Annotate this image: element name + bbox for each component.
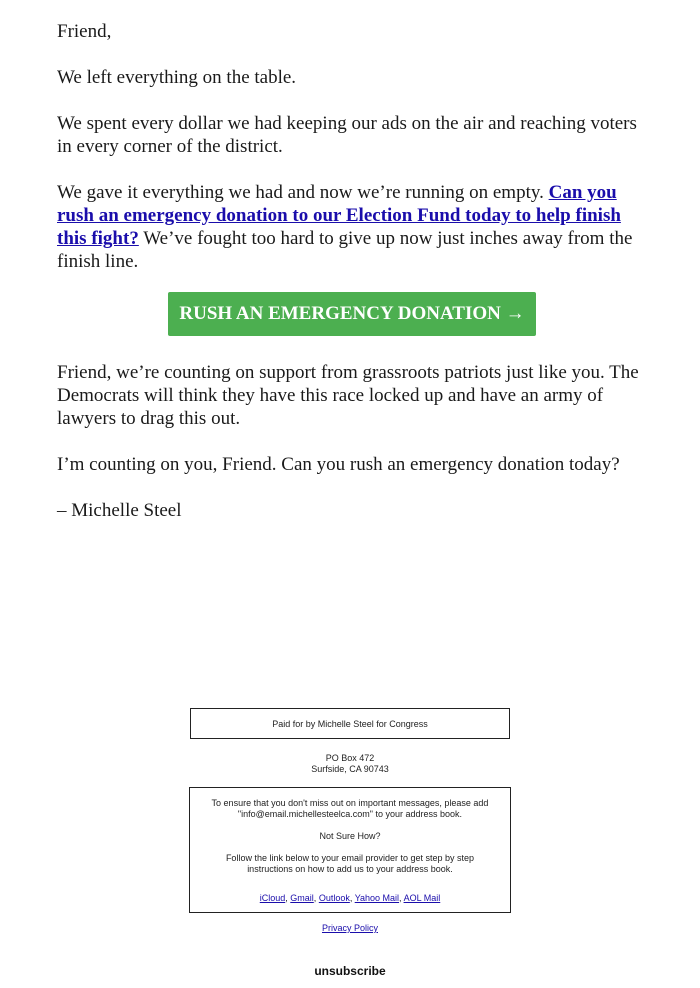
address-book-notice: To ensure that you don't miss out on important messages, please add "info@email.michellesteelca.com" to your address book. <box>211 798 489 819</box>
not-sure-heading: Not Sure How? <box>319 831 381 841</box>
cta-container <box>57 292 647 336</box>
address-line-2: Surfside, CA 90743 <box>311 764 389 774</box>
paragraph-3-outro: We’ve fought too hard to give up now just inches away from the finish line. <box>57 228 633 272</box>
paragraph-3 <box>57 181 647 273</box>
email-body <box>57 20 647 545</box>
address-line-1: PO Box 472 <box>325 753 375 763</box>
donation-link[interactable]: Can you rush an emergency donation to our Election Fund today to help finish this fight? <box>57 182 621 249</box>
address-book-box <box>189 787 511 913</box>
paragraph-5: I’m counting on you, Friend. Can you rush an emergency donation today? <box>57 454 620 475</box>
gmail-link[interactable]: Gmail <box>290 893 314 903</box>
privacy-policy-link[interactable]: Privacy Policy <box>321 923 378 933</box>
privacy-container <box>0 923 700 933</box>
emergency-donation-button[interactable]: RUSH AN EMERGENCY DONATION → <box>168 292 535 336</box>
paragraph-2: We spent every dollar we had keeping our ads on the air and reaching voters in every corner of the district. <box>57 113 637 157</box>
greeting: Friend, <box>57 21 112 42</box>
outlook-link[interactable]: Outlook <box>318 893 350 903</box>
instructions-text: Follow the link below to your email provider to get step by step instructions on how to add us to your address book. <box>225 853 475 874</box>
paragraph-1: We left everything on the table. <box>57 67 297 88</box>
icloud-link[interactable]: iCloud <box>259 893 286 903</box>
paid-for-text: Paid for by Michelle Steel for Congress <box>272 718 428 729</box>
paragraph-4: Friend, we’re counting on support from grassroots patriots just like you. The Democrats will think they have this race locked up and have an army of lawyers to drag this out. <box>57 362 639 429</box>
paid-for-disclaimer <box>190 708 510 739</box>
signature: – Michelle Steel <box>57 500 182 521</box>
mailing-address <box>0 753 700 775</box>
unsubscribe-link[interactable]: unsubscribe <box>314 964 386 978</box>
provider-links: iCloud, Gmail, Outlook, Yahoo Mail, AOL Mail <box>259 893 441 903</box>
yahoo-mail-link[interactable]: Yahoo Mail <box>354 893 400 903</box>
paragraph-3-intro: We gave it everything we had and now we’re running on empty. <box>57 182 549 203</box>
email-footer <box>0 708 700 978</box>
aol-mail-link[interactable]: AOL Mail <box>403 893 441 903</box>
